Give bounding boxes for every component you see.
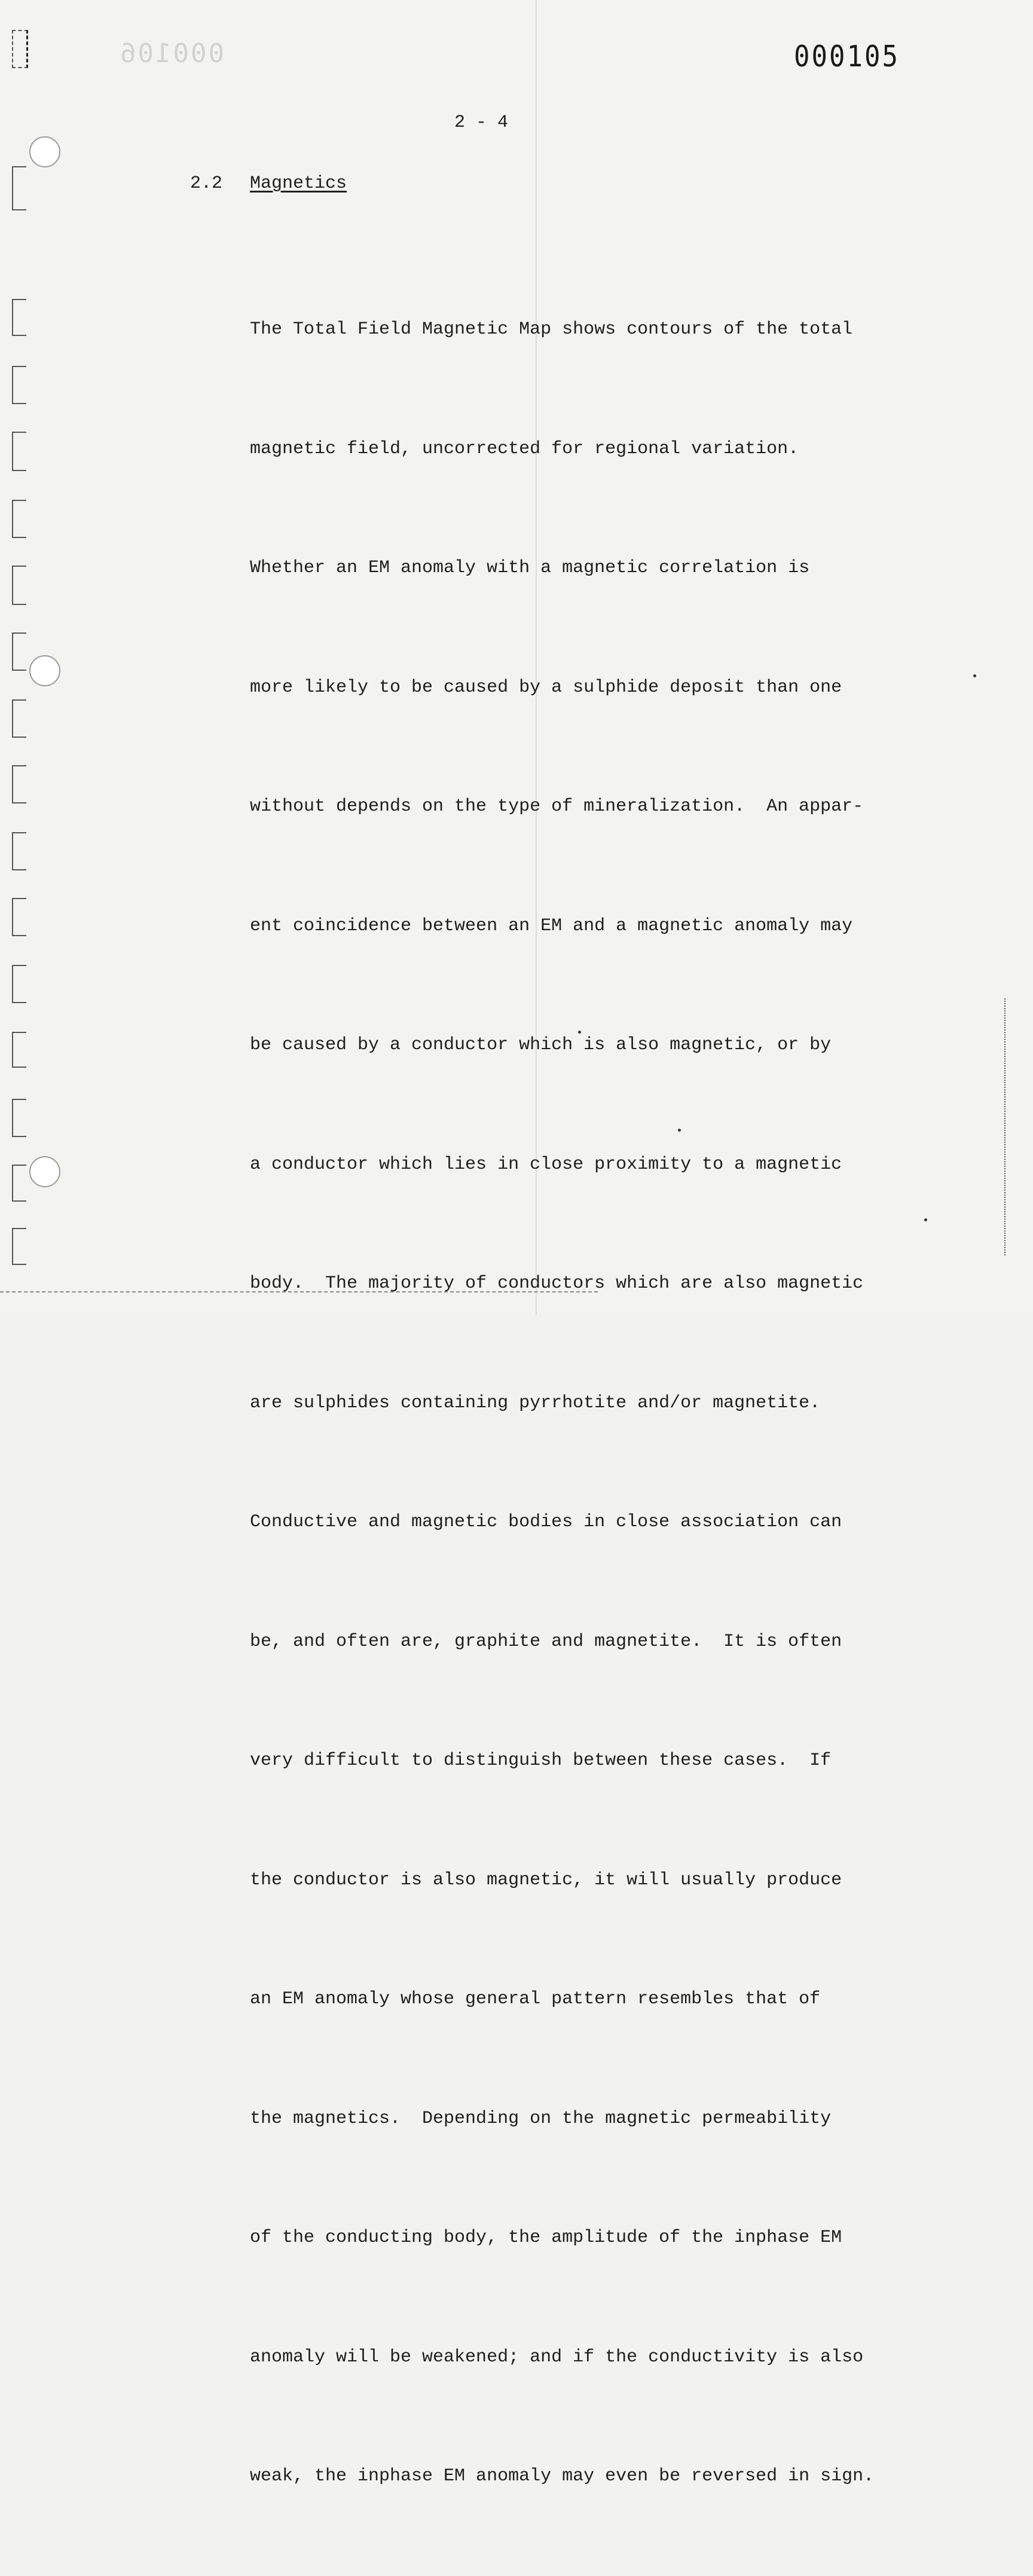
body-line: an EM anomaly whose general pattern resembles that of [250, 1989, 821, 2009]
body-line: ent coincidence between an EM and a magnetic anomaly may [250, 915, 853, 936]
binder-bracket [12, 432, 26, 471]
document-number: 000105 [794, 39, 900, 74]
body-line: body. The majority of conductors which are also magnetic [250, 1273, 864, 1294]
body-line: be, and often are, graphite and magnetite. It is often [250, 1631, 842, 1652]
section-number: 2.2 [190, 173, 223, 194]
body-line: more likely to be caused by a sulphide deposit than one [250, 677, 842, 698]
section-title: Magnetics [250, 173, 347, 194]
scan-speck [578, 1031, 581, 1034]
body-line: are sulphides containing pyrrhotite and/or magnetite. [250, 1392, 821, 1413]
body-line: weak, the inphase EM anomaly may even be reversed in sign. [250, 2466, 875, 2486]
punch-hole [29, 1156, 60, 1187]
body-line: the magnetics. Depending on the magnetic permeability [250, 2108, 832, 2129]
binder-bracket [12, 30, 28, 68]
binder-bracket [12, 832, 26, 870]
body-line: be caused by a conductor which is also magnetic, or by [250, 1035, 832, 1055]
body-line: the conductor is also magnetic, it will usually produce [250, 1869, 842, 1890]
punch-hole [29, 655, 60, 686]
body-line: magnetic field, uncorrected for regional variation. [250, 438, 799, 459]
bleed-through-number: 000106 [118, 38, 224, 69]
binder-bracket [12, 566, 26, 605]
binder-bracket [12, 765, 26, 803]
binder-bracket [12, 500, 26, 538]
binder-bracket [12, 1165, 26, 1202]
binder-bracket [12, 632, 26, 671]
binder-bracket [12, 1032, 26, 1068]
body-line: Whether an EM anomaly with a magnetic correlation is [250, 558, 810, 578]
scan-speck [973, 674, 976, 677]
body-paragraph [250, 230, 967, 2576]
body-line: very difficult to distinguish between these cases. If [250, 1750, 832, 1771]
page-right-edge [1004, 998, 1006, 1255]
body-line: Conductive and magnetic bodies in close association can [250, 1512, 842, 1532]
page-bottom-edge [0, 1291, 598, 1292]
body-line: anomaly will be weakened; and if the conductivity is also [250, 2346, 864, 2367]
body-line: of the conducting body, the amplitude of the inphase EM [250, 2227, 842, 2248]
body-line: a conductor which lies in close proximity to a magnetic [250, 1154, 842, 1175]
binder-bracket [12, 1099, 26, 1137]
scan-speck [924, 1218, 927, 1221]
body-line: The Total Field Magnetic Map shows contours of the total [250, 319, 853, 340]
binder-bracket [12, 166, 26, 210]
binder-bracket [12, 699, 26, 738]
binder-bracket [12, 898, 26, 936]
binder-bracket [12, 965, 26, 1003]
scan-speck [678, 1129, 681, 1132]
binder-bracket [12, 366, 26, 404]
binder-bracket [12, 1228, 26, 1265]
punch-hole [29, 136, 60, 167]
binder-bracket [12, 299, 26, 336]
body-line: without depends on the type of mineralization. An appar- [250, 796, 864, 817]
page-number: 2 - 4 [454, 112, 509, 133]
